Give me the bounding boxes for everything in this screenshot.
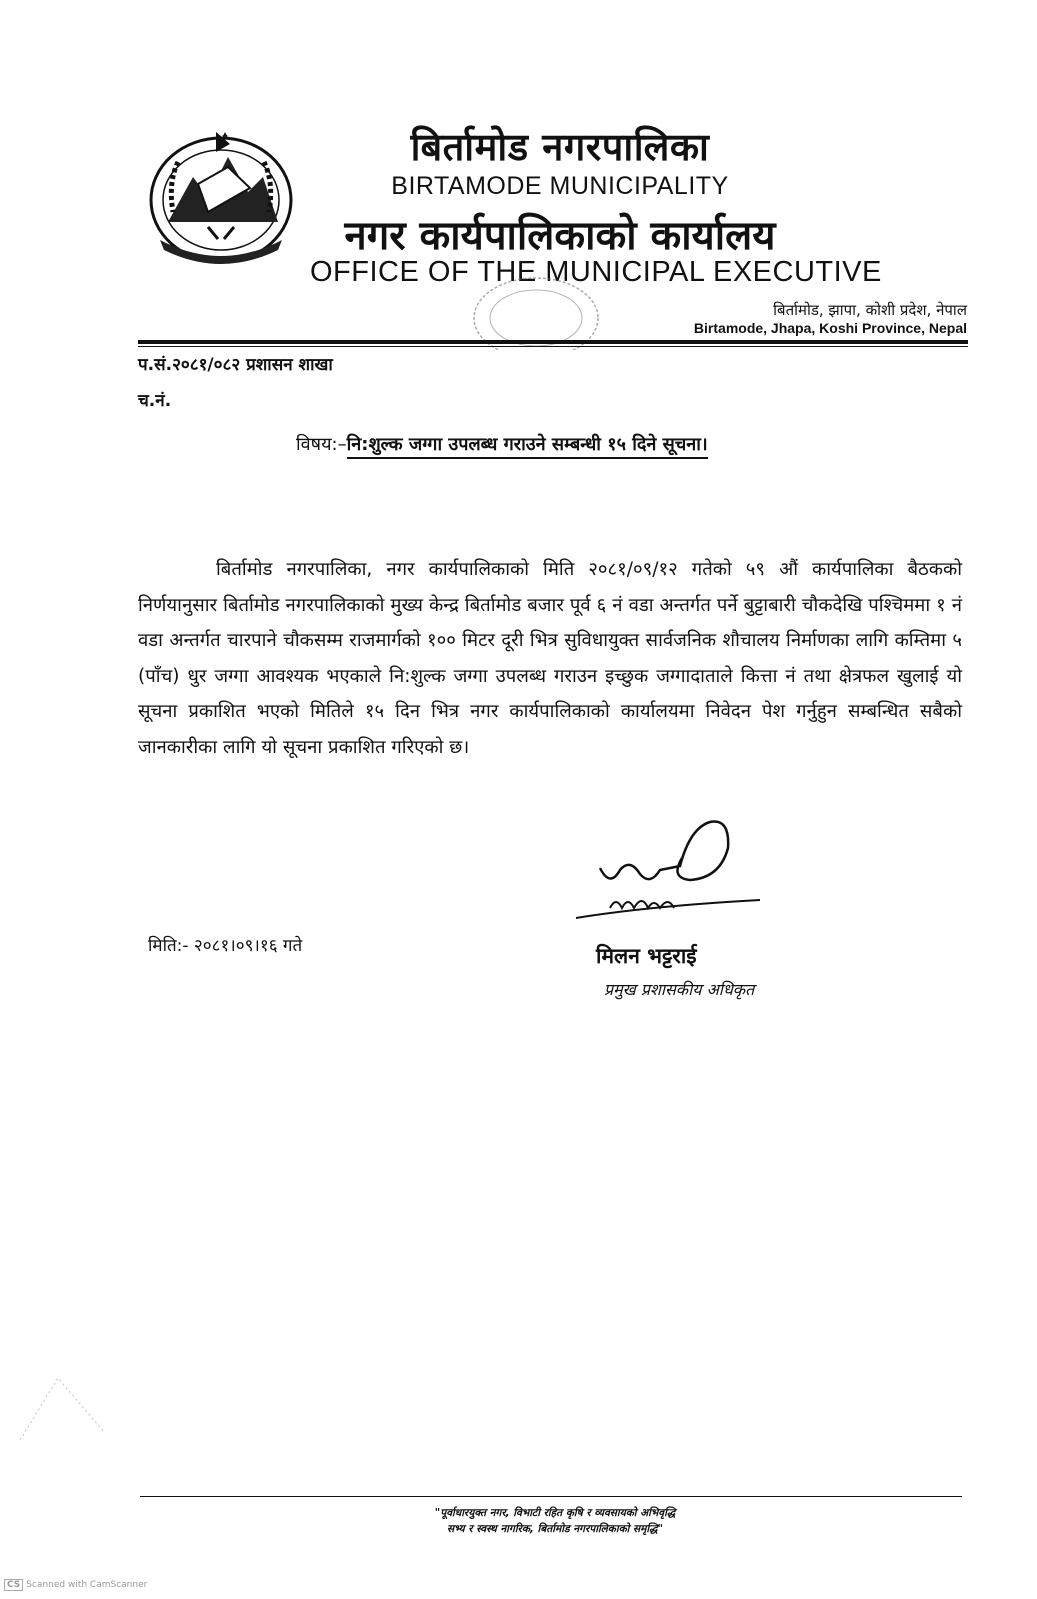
nepal-emblem-icon (138, 122, 304, 270)
notice-body: बिर्तामोड नगरपालिका, नगर कार्यपालिकाको मिति २०८१/०९/१२ गतेको ५९ औं कार्यपालिका बैठकको निर्णयानुसार बिर्तामोड नगरपालिकाको मुख्य केन्द्र बिर्तामोड बजार पूर्व ६ नं वडा अन्तर्गत पर्ने बुट्टाबारी चौकदेखि पश्चिममा १ नं वडा अन्तर्गत चारपाने चौकसम्म राजमार्गको १०० मिटर दूरी भित्र सुविधायुक्त सार्वजनिक शौचालय निर्माणका लागि कम्तिमा ५ (पाँच) धुर जग्गा आवश्यक भएकाले नि:शुल्क जग्गा उपलब्ध गराउन इच्छुक जग्गादाताले कित्ता नं तथा क्षेत्रफल खुलाई यो सूचना प्रकाशित भएको मितिले १५ दिन भित्र नगर कार्यपालिकाको कार्यालयमा निवेदन पेश गर्नुहुन सम्बन्धित सबैको जानकारीका लागि यो सूचना प्रकाशित गरिएको छ। (138, 559, 963, 758)
subject-label: विषय:– (296, 434, 347, 455)
scanner-watermark (4, 1579, 147, 1591)
dispatch-number: च.नं. (138, 391, 172, 411)
notice-date: मिति:- २०८१।०९।१६ गते (148, 936, 303, 956)
scanner-text: Scanned with CamScanner (26, 1580, 148, 1590)
subject-text: नि:शुल्क जग्गा उपलब्ध गराउने सम्बन्धी १५ दिने सूचना। (347, 434, 708, 459)
office-stamp-icon (466, 270, 606, 350)
signatory-name: मिलन भट्टराई (596, 944, 697, 968)
footer-divider (140, 1496, 962, 1497)
municipality-name-en: BIRTAMODE MUNICIPALITY (391, 172, 729, 200)
footer-slogan-line2: सभ्य र स्वस्थ नागरिक, बिर्तामोड नगरपालिकाको समृद्धि" (447, 1523, 663, 1535)
header-divider (138, 340, 968, 344)
scan-artifact-icon (18, 1372, 108, 1442)
header-divider-thin (138, 346, 968, 347)
address-ne: बिर्तामोड, झापा, कोशी प्रदेश, नेपाल (773, 301, 967, 319)
signature-icon (570, 808, 770, 928)
reference-number: प.सं.२०८१/०८२ प्रशासन शाखा (138, 355, 333, 375)
scanner-badge: CS (4, 1579, 23, 1591)
address-en: Birtamode, Jhapa, Koshi Province, Nepal (693, 320, 967, 336)
signatory-designation: प्रमुख प्रशासकीय अधिकृत (604, 980, 755, 999)
office-name-ne: नगर कार्यपालिकाको कार्यालय (344, 213, 776, 259)
footer-slogan-line1: "पूर्वाधारयुक्त नगर, विभाटी रहित कृषि र व्यवसायको अभिवृद्धि (434, 1507, 676, 1519)
subject-line (296, 432, 708, 456)
municipality-name-ne: बिर्तामोड नगरपालिका (410, 125, 710, 169)
office-name-en: OFFICE OF THE MUNICIPAL EXECUTIVE (310, 256, 882, 288)
